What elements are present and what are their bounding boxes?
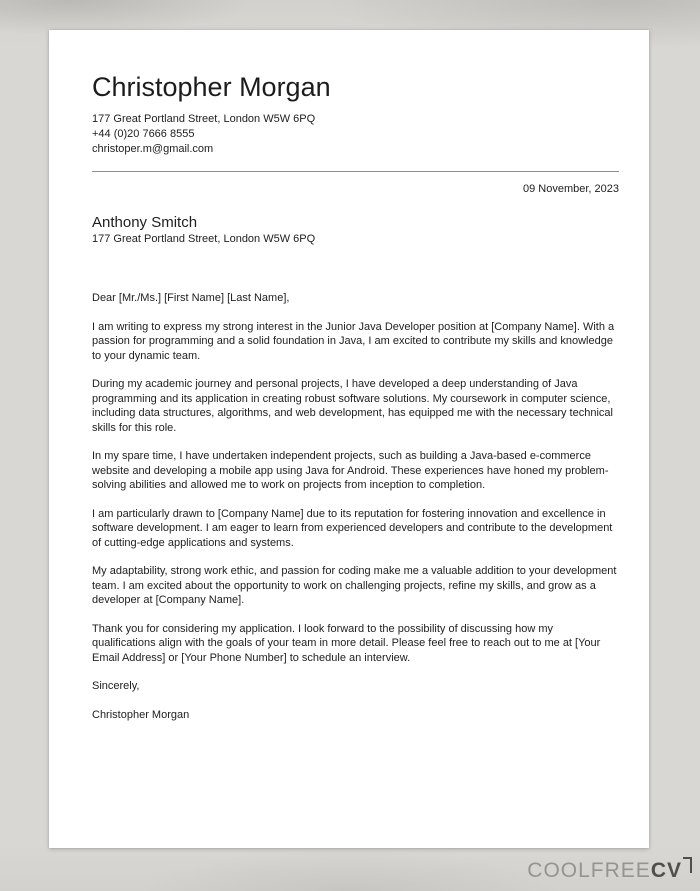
paragraph-academic: During my academic journey and personal projects, I have developed a deep understanding of Java programming and its application in creating robust software solutions. My coursework in computer science, including data structures, algorithms, and web development, has equipped me with the necessary technical skills for this role. [92,378,613,434]
paragraph-projects: In my spare time, I have undertaken independent projects, such as building a Java-based e-commerce website and developing a mobile app using Java for Android. These experiences have honed my problem-solving abilities and allowed me to work on projects from inception to completion. [92,450,609,491]
signature-name: Christopher Morgan [92,708,190,721]
salutation: Dear [Mr./Ms.] [First Name] [Last Name], [92,292,290,304]
cover-letter-page [49,30,649,848]
logo-text-light: COOLFREE [527,859,651,882]
logo-text-bold: CV [650,859,682,882]
sender-contact-block [92,112,619,157]
paragraph-thanks: Thank you for considering my application. I look forward to the possibility of discussing how my qualifications align with the goals of your team in more detail. Please feel free to reach out to me at [Your Email Address] or [Your Phone Number] to schedule an interview. [92,622,601,664]
sender-email: christoper.m@gmail.com [92,143,214,155]
recipient-name: Anthony Smitch [92,214,198,231]
paragraph-intro: I am writing to express my strong interest in the Junior Java Developer position at [Company Name]. With a passion for programming and a solid foundation in Java, I am excited to contribute my skills and knowledge to your dynamic team. [92,320,615,362]
recipient-address: 177 Great Portland Street, London W5W 6PQ [92,233,316,245]
header-divider [92,171,619,172]
letter-date: 09 November, 2023 [522,183,619,195]
sender-name: Christopher Morgan [92,72,331,102]
logo-corner-mark-icon [683,857,692,873]
sender-phone: +44 (0)20 7666 8555 [92,128,195,140]
recipient-block [92,214,619,247]
coolfreecv-logo [527,857,692,881]
paragraph-adaptability: My adaptability, strong work ethic, and passion for coding make me a valuable addition to your development team. I am excited about the opportunity to work on challenging projects, refine my skills, and grow as a developer at [Company Name]. [92,565,617,606]
paragraph-company: I am particularly drawn to [Company Name] due to its reputation for fostering innovation and excellence in software development. I am eager to learn from experienced developers and contribute to the development of cutting-edge applications and systems. [92,507,613,549]
sender-address: 177 Great Portland Street, London W5W 6PQ [92,113,316,125]
closing: Sincerely, [92,680,140,692]
